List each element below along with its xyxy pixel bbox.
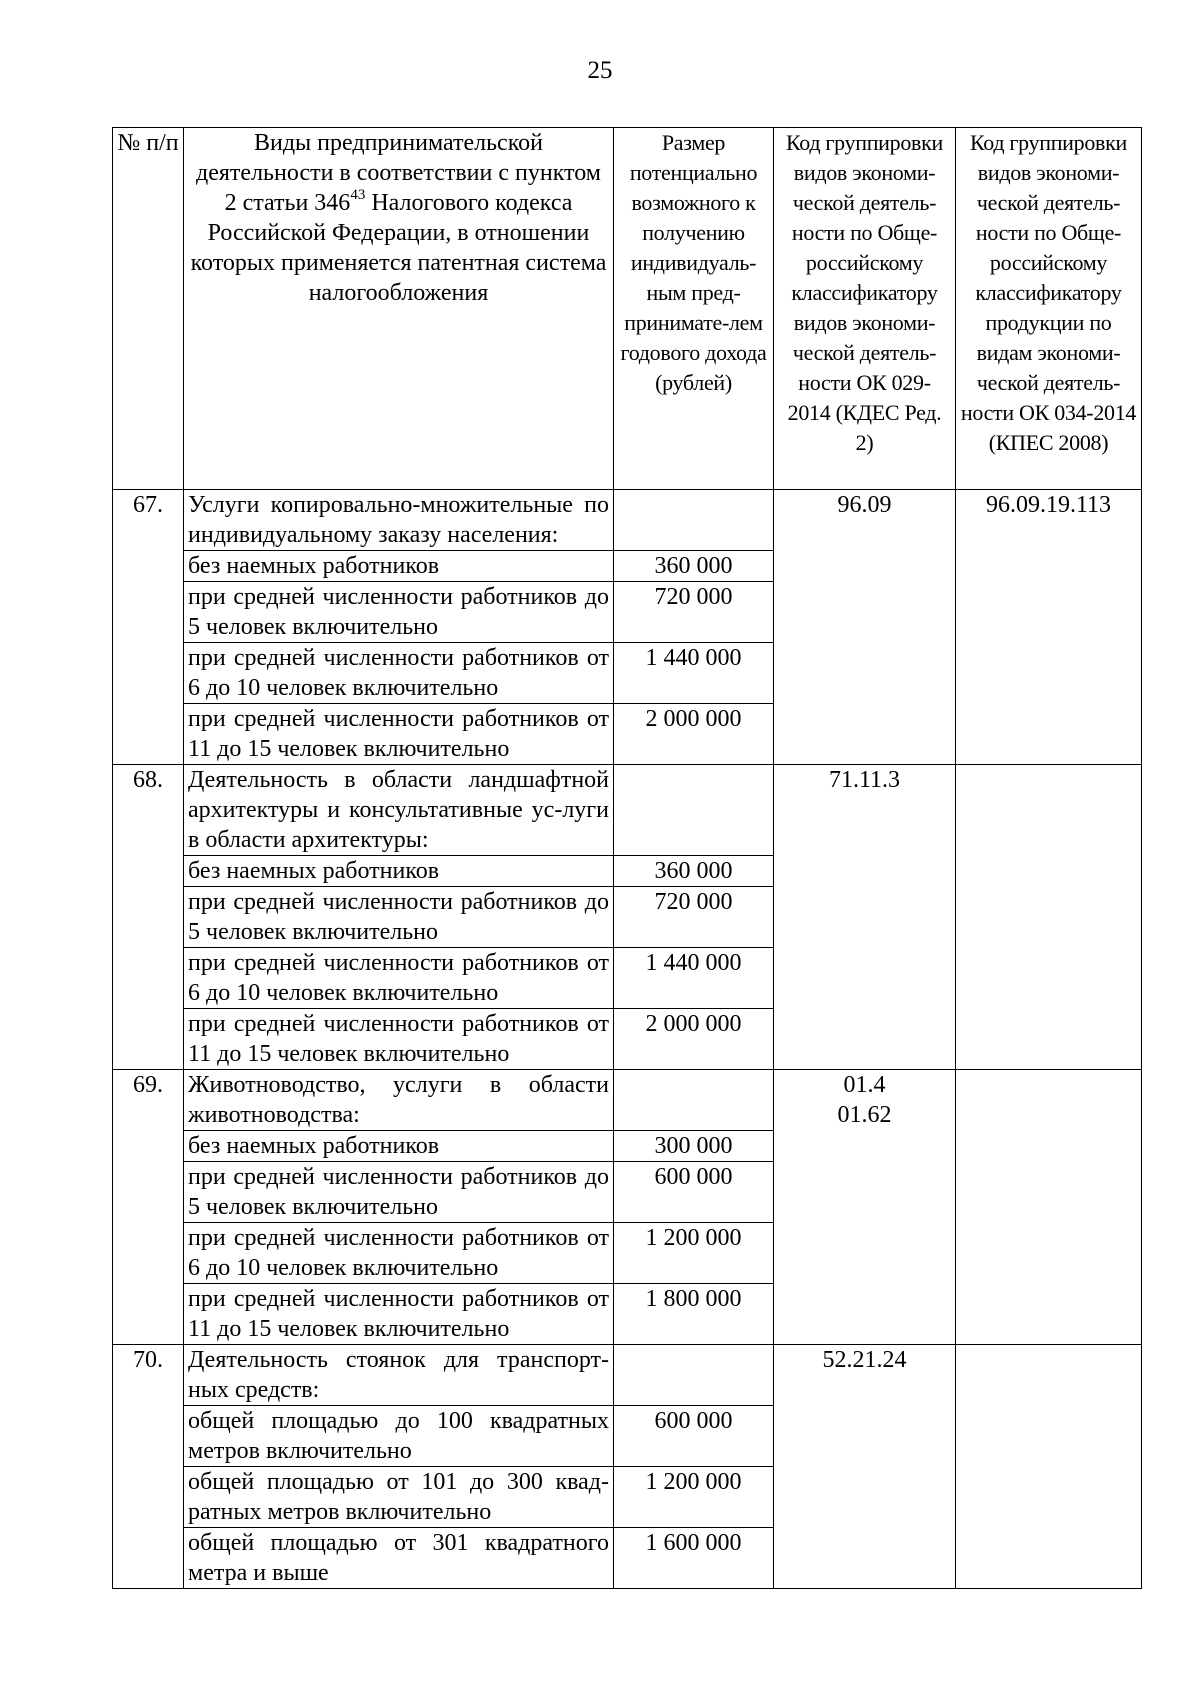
subrow-amount: 720 000 [614,582,774,643]
subrow-amount: 1 600 000 [614,1528,774,1589]
subrow-condition: общей площадью от 301 квадратного метра и выше [184,1528,614,1589]
subrow-amount: 1 800 000 [614,1284,774,1345]
okved-code: 96.09 [774,490,956,765]
subrow-amount: 600 000 [614,1406,774,1467]
subrow-condition: при средней численности работников от 11 до 15 человек включительно [184,1009,614,1070]
table-row [113,1070,1142,1131]
table-row [113,765,1142,856]
subrow-amount: 1 440 000 [614,948,774,1009]
subrow-amount: 300 000 [614,1131,774,1162]
subrow-amount: 1 440 000 [614,643,774,704]
okved-code: 71.11.3 [774,765,956,1070]
subrow-condition: при средней численности работников от 11 до 15 человек включительно [184,704,614,765]
subrow-condition: при средней численности работников от 6 до 10 человек включительно [184,1223,614,1284]
header-okpd-code: Код группировки видов экономи-ческой деятель-ности по Обще-российскому классификатору продукции по видам экономи-ческой деятель-ности ОК 034-2014 (КПЕС 2008) [956,128,1142,490]
subrow-condition: без наемных работников [184,551,614,582]
subrow-amount: 720 000 [614,887,774,948]
okved-code: 01.4 01.62 [774,1070,956,1345]
subrow-condition: без наемных работников [184,856,614,887]
row-number: 69. [113,1070,184,1345]
activity-title-amount [614,1070,774,1131]
subrow-condition: без наемных работников [184,1131,614,1162]
patent-activities-table [112,127,1142,1589]
subrow-amount: 1 200 000 [614,1467,774,1528]
page-number: 25 [587,57,613,84]
activity-title-amount [614,765,774,856]
activity-title-amount [614,1345,774,1406]
activity-title-amount [614,490,774,551]
okpd-code [956,1070,1142,1345]
subrow-condition: общей площадью до 100 квадратных метров включительно [184,1406,614,1467]
header-okved-code: Код группировки видов экономи-ческой деятель-ности по Обще-российскому классификатору видов экономи-ческой деятель-ности ОК 029-2014 (КДЕС Ред. 2) [774,128,956,490]
okpd-code [956,1345,1142,1589]
activity-title: Деятельность стоянок для транспорт-ных средств: [184,1345,614,1406]
subrow-condition: при средней численности работников до 5 человек включительно [184,887,614,948]
subrow-amount: 360 000 [614,551,774,582]
subrow-condition: при средней численности работников от 11 до 15 человек включительно [184,1284,614,1345]
header-activity-text-pre: Виды предпринимательской деятельности в соответствии с пунктом 2 статьи 346 [196,130,601,216]
activity-title: Услуги копировально-множительные по индивидуальному заказу населения: [184,490,614,551]
subrow-amount: 2 000 000 [614,1009,774,1070]
row-number: 67. [113,490,184,765]
table-row [113,1345,1142,1406]
header-number: № п/п [113,128,184,490]
subrow-amount: 1 200 000 [614,1223,774,1284]
header-activity-sup: 43 [350,187,366,203]
subrow-condition: при средней численности работников до 5 человек включительно [184,582,614,643]
subrow-condition: общей площадью от 101 до 300 квад-ратных метров включительно [184,1467,614,1528]
subrow-amount: 2 000 000 [614,704,774,765]
subrow-amount: 360 000 [614,856,774,887]
okved-code: 52.21.24 [774,1345,956,1589]
row-number: 68. [113,765,184,1070]
table-header-row [113,128,1142,490]
okpd-code: 96.09.19.113 [956,490,1142,765]
table-body [113,490,1142,1589]
okpd-code [956,765,1142,1070]
subrow-condition: при средней численности работников от 6 до 10 человек включительно [184,643,614,704]
header-activity-text-post: Налогового кодекса Российской Федерации, в отношении которых применяется патентная система налогообложения [190,190,607,306]
activity-title: Животноводство, услуги в области животноводства: [184,1070,614,1131]
header-income-amount: Размер потенциально возможного к получению индивидуаль-ным пред-принимате-лем годового дохода (рублей) [614,128,774,490]
table-row [113,490,1142,551]
header-activity-types [184,128,614,490]
subrow-condition: при средней численности работников от 6 до 10 человек включительно [184,948,614,1009]
activity-title: Деятельность в области ландшафтной архитектуры и консультативные ус-луги в области архитектуры: [184,765,614,856]
subrow-condition: при средней численности работников до 5 человек включительно [184,1162,614,1223]
subrow-amount: 600 000 [614,1162,774,1223]
row-number: 70. [113,1345,184,1589]
